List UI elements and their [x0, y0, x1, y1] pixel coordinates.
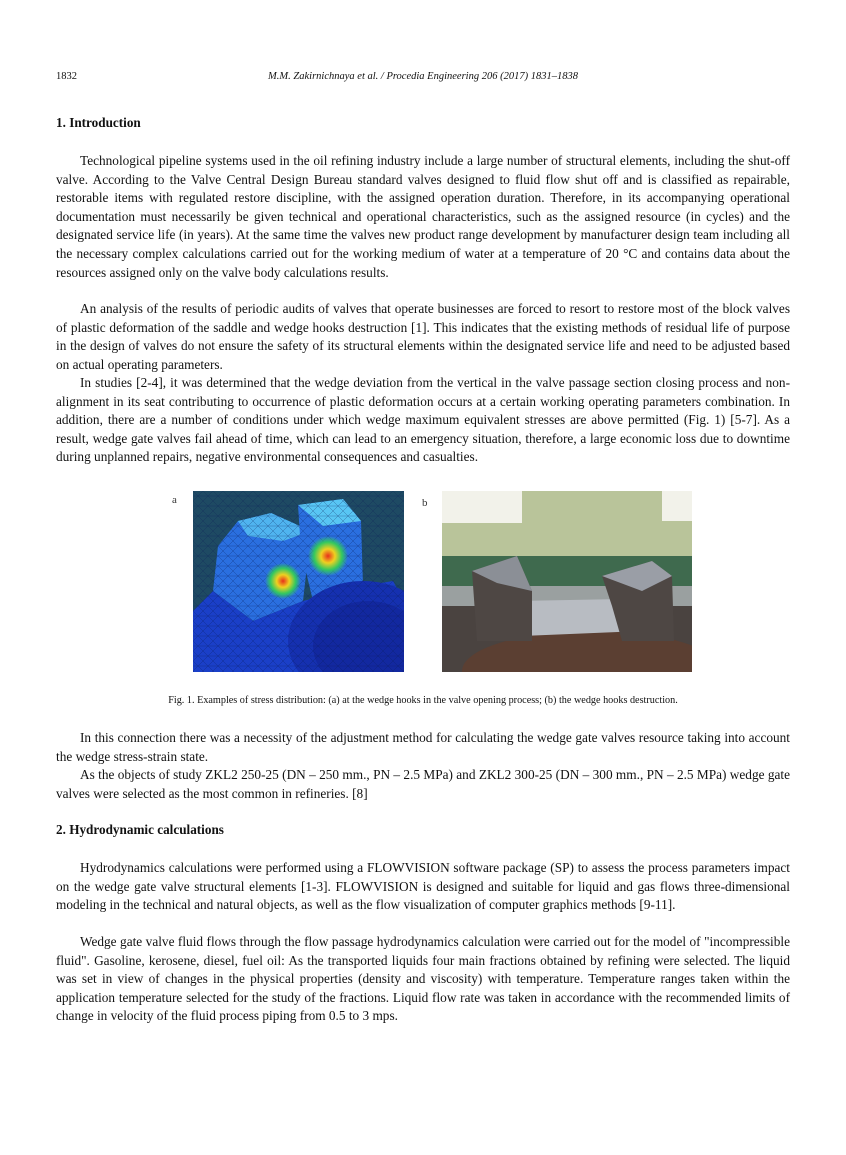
- intro-paragraph-5: As the objects of study ZKL2 250-25 (DN – 250 mm., PN – 2.5 MPa) and ZKL2 300-25 (DN – 300 mm., PN – 2.5 MPa) wedge gate valves were selected as the most common in refineries. [8]: [56, 767, 790, 801]
- wedge-destruction-photo: [442, 491, 692, 672]
- intro-paragraph-3: In studies [2-4], it was determined that the wedge deviation from the vertical in the valve passage section closing process and non-alignment in its seat contributing to occurrence of plastic deformation occurs at a certain working operating parameters combination. In addition, there are a number of conditions under which wedge maximum equivalent stresses are above permitted (Fig. 1) [5-7]. As a result, wedge gate valves fail ahead of time, which can lead to an emergency situation, therefore, a large economic loss due to downtime during unplanned repairs, negative environmental consequences and casualties.: [56, 375, 790, 465]
- figure-panel-a-label: a: [172, 494, 177, 506]
- intro-paragraph-4: In this connection there was a necessity of the adjustment method for calculating the wedge gate valves resource taking into account the wedge stress-strain state.: [56, 730, 790, 764]
- page-number: 1832: [56, 71, 77, 82]
- intro-paragraph-1: Technological pipeline systems used in the oil refining industry include a large number of structural elements, including the shut-off valve. According to the Valve Central Design Bureau standard valves designed to fluid flow shut off and is classified as repairable, restorable items with regulated restore discipline, with the assigned operation duration. Therefore, in its accompanying operational documentation must necessarily be given technical and operational characteristics, such as the assigned resource (in cycles) and the designated service life (in years). At the same time the valves new product range development by manufacturer design team including all the necessary complex calculations carried out for the working medium of water at a temperature of 20 °C and contains data about the resources assigned only on the valve body calculations results.: [56, 153, 790, 280]
- journal-citation: M.M. Zakirnichnaya et al. / Procedia Engineering 206 (2017) 1831–1838: [268, 71, 578, 82]
- intro-paragraph-2: An analysis of the results of periodic audits of valves that operate businesses are forced to resort to restore most of the block valves of plastic deformation of the saddle and wedge hooks destruction [1]. This indicates that the existing methods of residual life of purpose in the design of valves do not ensure the safety of its structural elements within the designated service life and need to be adjusted based on actual operating parameters.: [56, 301, 790, 372]
- hydro-paragraph-2: Wedge gate valve fluid flows through the flow passage hydrodynamics calculation were carried out for the model of "incompressible fluid". Gasoline, kerosene, diesel, fuel oil: As the transported liquids four main fractions obtained by refining were selected. The liquid was set in view of changes in the physical properties (density and viscosity) with temperature. Temperature ranges taken within the application temperature selected for the study of the fractions. Liquid flow rate was taken in accordance with the recommended limits of change in velocity of the fluid process piping from 0.5 to 3 mps.: [56, 934, 790, 1024]
- figure-panel-b-label: b: [422, 497, 428, 509]
- figure-1-caption: Fig. 1. Examples of stress distribution: (a) at the wedge hooks in the valve opening process; (b) the wedge hooks destruction.: [168, 695, 678, 706]
- wedge-photo-image: [442, 491, 692, 672]
- fe-stress-image: [193, 491, 404, 672]
- section-title-introduction: 1. Introduction: [56, 115, 141, 130]
- fe-stress-illustration: [193, 491, 404, 672]
- section-title-hydrodynamic: 2. Hydrodynamic calculations: [56, 822, 224, 837]
- hydro-paragraph-1: Hydrodynamics calculations were performed using a FLOWVISION software package (SP) to assess the process parameters impact on the wedge gate valve structural elements [1-3]. FLOWVISION is designed and suitable for liquid and gas flows three-dimensional modeling in the technical and natural objects, as well as the flow visualization of computer graphics methods [9-11].: [56, 860, 790, 913]
